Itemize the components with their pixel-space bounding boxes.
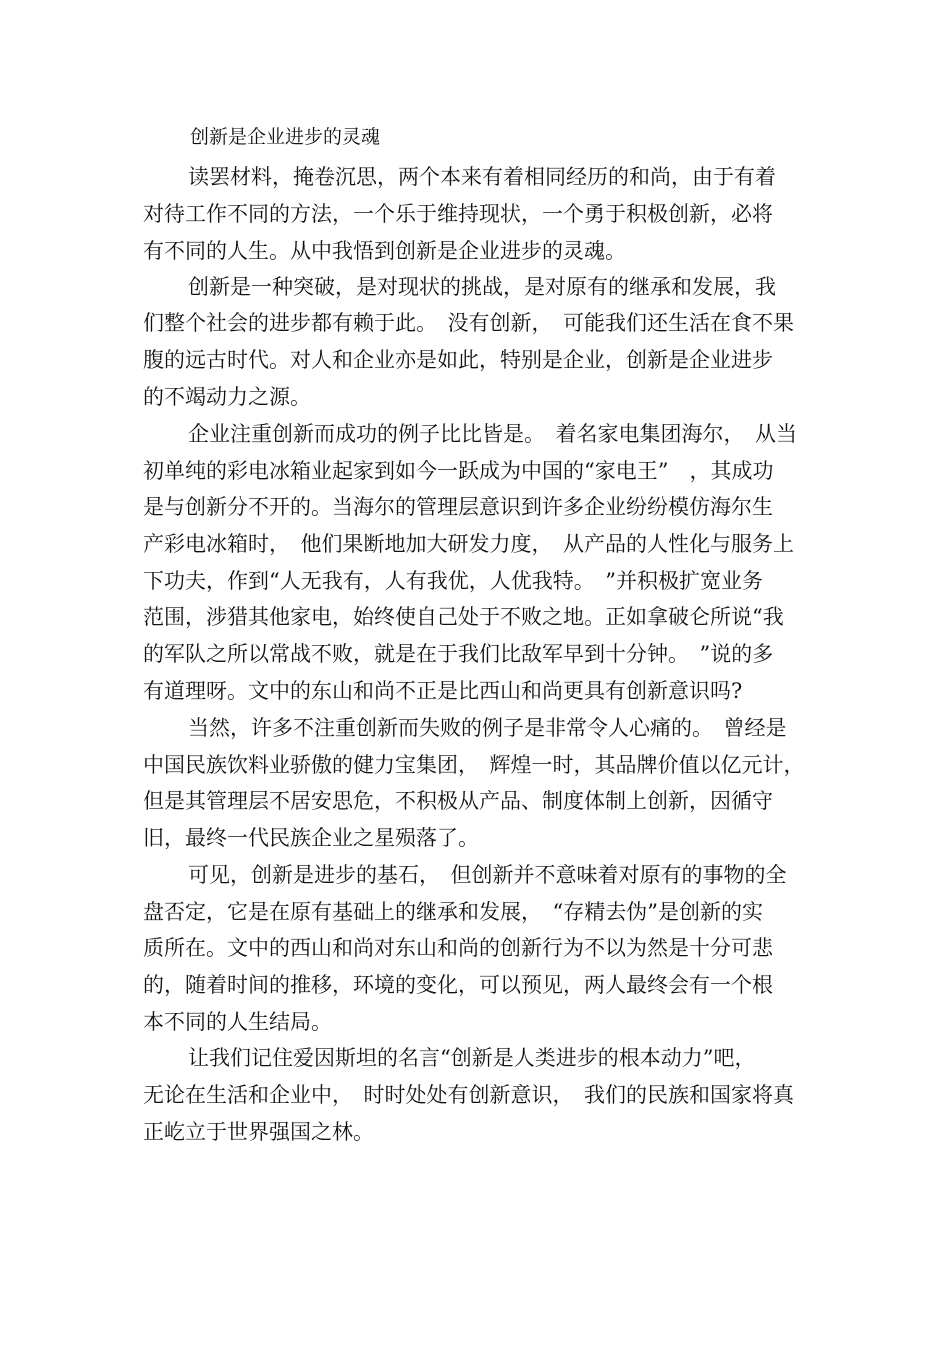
paragraph-1-line-1: 读罢材料，掩卷沉思，两个本来有着相同经历的和尚，由于有着 <box>188 165 776 189</box>
paragraph-3-line-5: 下功夫，作到“人无我有，人有我优，人优我特。 ”并积极扩宽业务 <box>143 569 763 593</box>
paragraph-5-line-2: 盘否定，它是在原有基础上的继承和发展， “存精去伪”是创新的实 <box>143 900 763 924</box>
paragraph-6-line-3: 正屹立于世界强国之林。 <box>143 1120 374 1144</box>
document-title: 创新是企业进步的灵魂 <box>190 126 381 148</box>
paragraph-3-line-1: 企业注重创新而成功的例子比比皆是。 着名家电集团海尔， 从当 <box>188 422 797 446</box>
paragraph-4-line-1: 当然，许多不注重创新而失败的例子是非常令人心痛的。 曾经是 <box>188 716 787 740</box>
paragraph-4-line-3: 但是其管理层不居安思危，不积极从产品、制度体制上创新，因循守 <box>143 789 773 813</box>
paragraph-3-line-7: 的军队之所以常战不败，就是在于我们比敌军早到十分钟。 ”说的多 <box>143 642 774 666</box>
paragraph-3-line-4: 产彩电冰箱时， 他们果断地加大研发力度， 从产品的人性化与服务上 <box>143 532 794 556</box>
paragraph-5-line-4: 的，随着时间的推移，环境的变化，可以预见，两人最终会有一个根 <box>143 973 773 997</box>
paragraph-1-line-3: 有不同的人生。从中我悟到创新是企业进步的灵魂。 <box>143 239 626 263</box>
paragraph-6-line-2: 无论在生活和企业中， 时时处处有创新意识， 我们的民族和国家将真 <box>143 1083 794 1107</box>
paragraph-3-line-6: 范围，涉猎其他家电，始终使自己处于不败之地。正如拿破仑所说“我 <box>143 605 784 629</box>
paragraph-3-line-8: 有道理呀。文中的东山和尚不正是比西山和尚更具有创新意识吗? <box>143 679 743 703</box>
paragraph-2-line-1: 创新是一种突破，是对现状的挑战，是对原有的继承和发展，我 <box>188 275 776 299</box>
paragraph-5-line-5: 本不同的人生结局。 <box>143 1010 332 1034</box>
paragraph-2-line-3: 腹的远古时代。对人和企业亦是如此，特别是企业，创新是企业进步 <box>143 348 773 372</box>
paragraph-4-line-2: 中国民族饮料业骄傲的健力宝集团， 辉煌一时，其品牌价值以亿元计， <box>143 753 805 777</box>
paragraph-3-line-2: 初单纯的彩电冰箱业起家到如今一跃成为中国的“家电王” ，其成功 <box>143 459 774 483</box>
paragraph-2-line-2: 们整个社会的进步都有赖于此。 没有创新， 可能我们还生活在食不果 <box>143 311 794 335</box>
paragraph-3-line-3: 是与创新分不开的。当海尔的管理层意识到许多企业纷纷模仿海尔生 <box>143 495 773 519</box>
paragraph-2-line-4: 的不竭动力之源。 <box>143 385 311 409</box>
paragraph-5-line-3: 质所在。文中的西山和尚对东山和尚的创新行为不以为然是十分可悲 <box>143 936 773 960</box>
paragraph-5-line-1: 可见，创新是进步的基石， 但创新并不意味着对原有的事物的全 <box>188 863 787 887</box>
paragraph-4-line-4: 旧，最终一代民族企业之星殒落了。 <box>143 826 479 850</box>
paragraph-6-line-1: 让我们记住爱因斯坦的名言“创新是人类进步的根本动力”吧， <box>188 1046 756 1070</box>
paragraph-1-line-2: 对待工作不同的方法，一个乐于维持现状，一个勇于积极创新，必将 <box>143 202 773 226</box>
